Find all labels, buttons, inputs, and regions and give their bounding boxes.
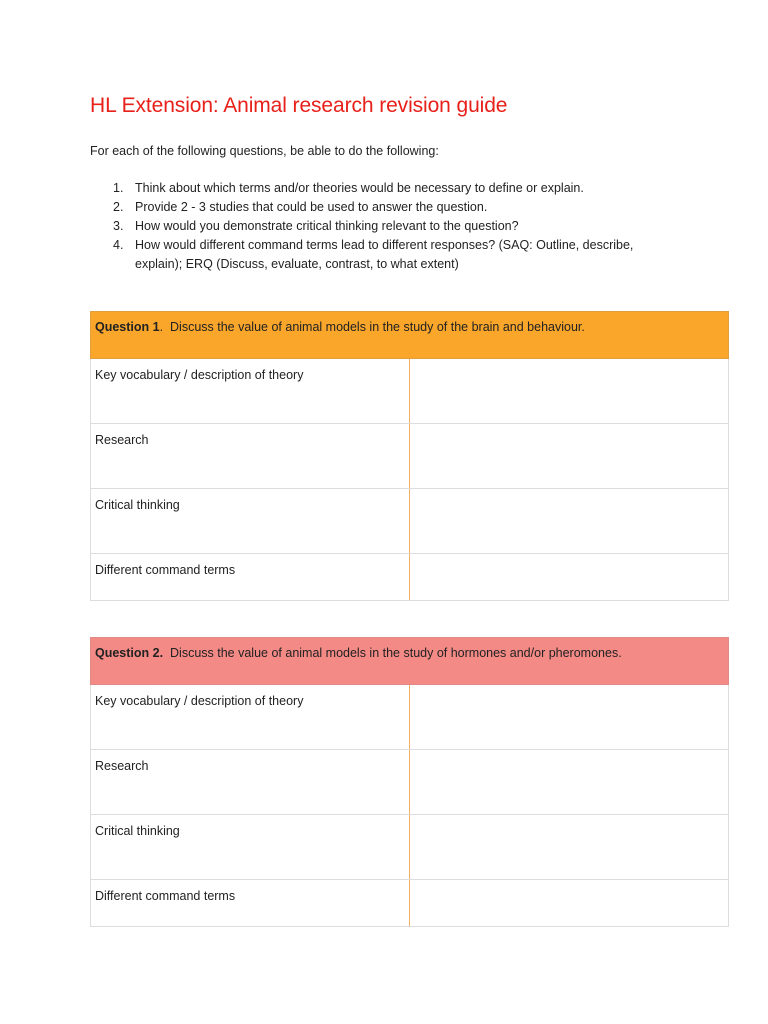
table-row (91, 880, 729, 927)
list-number: 3. (113, 219, 124, 233)
list-number: 4. (113, 238, 124, 252)
table-row (91, 424, 729, 489)
row-label: Critical thinking (91, 815, 410, 880)
row-label: Critical thinking (91, 489, 410, 554)
row-label: Different command terms (91, 880, 410, 927)
table-row (91, 489, 729, 554)
answer-cell-critical-thinking[interactable] (410, 815, 729, 880)
list-text: How would you demonstrate critical thinking relevant to the question? (135, 219, 519, 233)
row-label: Research (91, 750, 410, 815)
answer-cell-research[interactable] (410, 424, 729, 489)
question-punct: . (159, 320, 164, 334)
table-row (91, 750, 729, 815)
intro-text: For each of the following questions, be able to do the following: (90, 144, 439, 158)
answer-cell-key-vocabulary[interactable] (410, 359, 729, 424)
table-row (91, 554, 729, 601)
row-label: Key vocabulary / description of theory (91, 359, 410, 424)
list-item (90, 179, 650, 198)
table-row (91, 815, 729, 880)
list-item (90, 198, 650, 217)
question-2-table (90, 637, 729, 927)
question-text: Discuss the value of animal models in the study of the brain and behaviour. (170, 320, 585, 334)
list-item (90, 236, 650, 274)
list-text: How would different command terms lead to different responses? (SAQ: Outline, describe, explain); ERQ (Discuss, evaluate, contrast, to what extent) (135, 238, 634, 271)
row-label: Research (91, 424, 410, 489)
row-label: Different command terms (91, 554, 410, 601)
list-text: Think about which terms and/or theories would be necessary to define or explain. (135, 181, 584, 195)
list-text: Provide 2 - 3 studies that could be used to answer the question. (135, 200, 488, 214)
list-item (90, 217, 650, 236)
question-header (91, 312, 729, 359)
table-row (91, 685, 729, 750)
answer-cell-command-terms[interactable] (410, 880, 729, 927)
answer-cell-key-vocabulary[interactable] (410, 685, 729, 750)
answer-cell-command-terms[interactable] (410, 554, 729, 601)
question-text: Discuss the value of animal models in the study of hormones and/or pheromones. (170, 646, 622, 660)
question-header (91, 638, 729, 685)
question-label: Question 2. (95, 646, 164, 660)
table-row (91, 359, 729, 424)
instructions-list (90, 179, 650, 274)
answer-cell-research[interactable] (410, 750, 729, 815)
list-number: 1. (113, 181, 124, 195)
question-header-row (91, 312, 729, 359)
question-label: Question 1 (95, 320, 160, 334)
page-title: HL Extension: Animal research revision guide (90, 94, 508, 117)
list-number: 2. (113, 200, 124, 214)
row-label: Key vocabulary / description of theory (91, 685, 410, 750)
question-1-table (90, 311, 729, 601)
answer-cell-critical-thinking[interactable] (410, 489, 729, 554)
question-header-row (91, 638, 729, 685)
